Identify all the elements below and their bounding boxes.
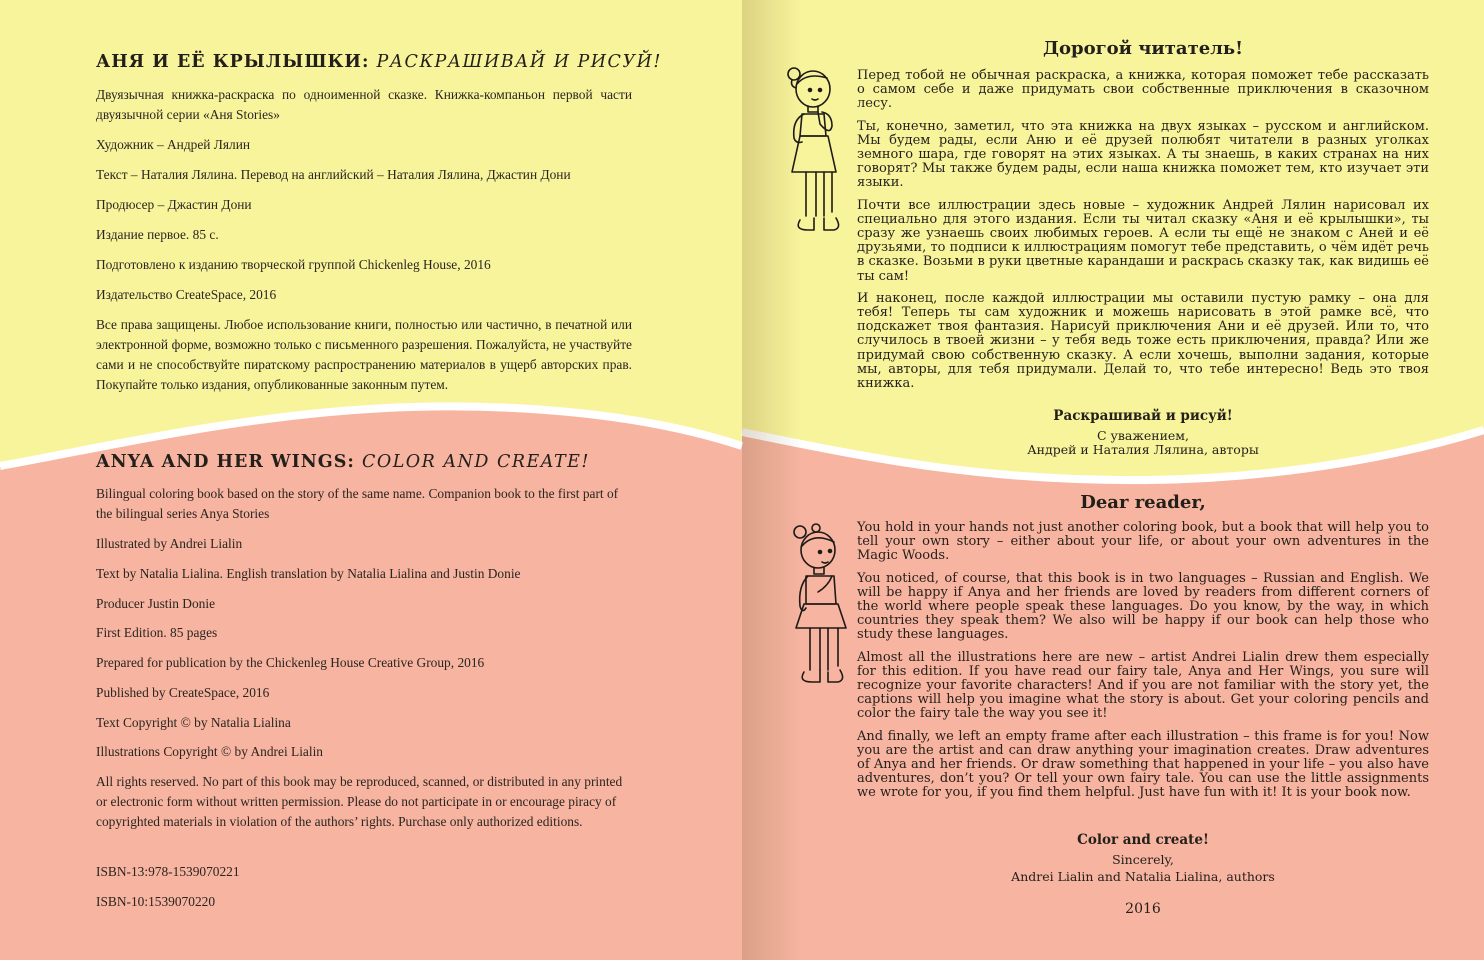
right-en-title: Dear reader, [1080, 492, 1206, 513]
left-en-line-2: Illustrated by Andrei Lialin [96, 536, 243, 551]
left-en-line-3: Text by Natalia Lialina. English translation by Natalia Lialina and Justin Donie [96, 566, 521, 581]
right-ru-paragraph: Перед тобой не обычная раскраска, а книжка, которая поможет тебе рассказать о самом себе и даже придумать свои собственные приключения в сказочном лесу. [857, 68, 1429, 112]
right-en-paragraph: You noticed, of course, that this book is in two languages – Russian and English. We will be happy if Anya and her friends are loved by readers from different corners of the world where people speak these languages. Do you know, by the way, in which countries they speak them? We also will be happy if our book can help those who study these languages. [857, 570, 1429, 643]
page-year: 2016 [1125, 901, 1161, 917]
right-ru-closing: Раскрашивай и рисуй! [1053, 408, 1233, 424]
left-en-line-8: Text Copyright © by Natalia Lialina [96, 715, 291, 730]
right-en-closing: Color and create! [1077, 832, 1209, 848]
left-en-line-6: Prepared for publication by the Chickenleg House Creative Group, 2016 [96, 655, 485, 670]
left-ru-line-6: Подготовлено к изданию творческой группой Chickenleg House, 2016 [96, 257, 491, 272]
left-en-line-4: Producer Justin Donie [96, 596, 216, 611]
right-en-authors: Andrei Lialin and Natalia Lialina, authors [1011, 869, 1275, 884]
right-ru-paragraph: Ты, конечно, заметил, что эта книжка на двух языках – русском и английском. Мы будем рады, если Аню и её друзей полюбят читатели в разных уголках земного шара, где говорят на этих языках. А ты знаешь, в каких странах на них говорят? Мы также будем рады, если наша книжка поможет тем, кто изучает эти языки. [857, 118, 1429, 191]
left-en-rights: All rights reserved. No part of this book may be reproduced, scanned, or distributed in any printed or electronic form without written permission. Please do not participate in or encourage piracy of copyrighted materials in violation of the authors’ rights. Purchase only authorized editions. [96, 774, 623, 829]
right-ru-regards: С уважением, [1096, 428, 1190, 443]
left-en-title: ANYA AND HER WINGS: COLOR AND CREATE! [96, 452, 590, 472]
right-ru-paragraph: Почти все иллюстрации здесь новые – художник Андрей Лялин нарисовал их специально для этого издания. Если ты читал сказку «Аня и её крылышки», ты сразу же узнаешь своих любимых героев. А если ты ещё не знаком с Аней и её друзьями, то подписи к иллюстрациям помогут тебе представить, о чём идёт речь в сказке. Возьми в руки цветные карандаши и раскрась сказку так, как видишь её ты сам! [857, 197, 1429, 284]
left-ru-line-5: Издание первое. 85 с. [96, 227, 219, 242]
left-ru-line-4: Продюсер – Джастин Дони [96, 197, 252, 212]
left-en-line-5: First Edition. 85 pages [96, 625, 218, 640]
right-en-paragraph: And finally, we left an empty frame after each illustration – this frame is for you! Now you are the artist and can draw anything your imagination creates. Draw adventures of Anya and her friends. Or draw something that happened in your life – you also have adventures, don’t you? Or tell your own fairy tale. You can use the little assignments we wrote for you, if you find them helpful. Just have fun with it! It is your book now. [857, 728, 1429, 801]
left-en-line-9: Illustrations Copyright © by Andrei Lialin [96, 744, 324, 759]
left-ru-line-7: Издательство CreateSpace, 2016 [96, 287, 277, 302]
right-en-paragraph: You hold in your hands not just another coloring book, but a book that will help you to tell your own story – either about your life, or about your own adventures in the Magic Woods. [857, 520, 1429, 564]
left-ru-line-3: Текст – Наталия Лялина. Перевод на английский – Наталия Лялина, Джастин Дони [96, 167, 571, 182]
right-ru-paragraph: И наконец, после каждой иллюстрации мы оставили пустую рамку – она для тебя! Теперь ты сам художник и можешь нарисовать в этой рамке всё, что подскажет твоя фантазия. Нарисуй приключения Ани и её друзей. Или то, что случилось в твоей жизни – у тебя ведь тоже есть приключения, правда? Или же придумай свою собственную сказку. А если хочешь, выполни задания, которые мы, авторы, для тебя придумали. Делай то, что тебе интересно! Ведь это твоя книжка. [857, 290, 1429, 392]
girl-thinking-illustration [780, 62, 850, 240]
right-en-body [857, 521, 1429, 809]
right-en-paragraph: Almost all the illustrations here are new – artist Andrei Lialin drew them especially for this edition. If you have read our fairy tale, Anya and Her Wings, you sure will recognize your favorite characters! And if you are not familiar with the story yet, the captions will help you imagine what the story is about. Get your coloring pencils and color the fairy tale the way you see it! [857, 649, 1429, 722]
left-en-line-1: Bilingual coloring book based on the story of the same name. Companion book to the first part of the bilingual series Anya Stories [96, 486, 619, 521]
left-en-isbn10: ISBN-10:1539070220 [96, 894, 216, 909]
left-en-line-7: Published by CreateSpace, 2016 [96, 685, 270, 700]
right-ru-authors: Андрей и Наталия Лялина, авторы [1027, 442, 1259, 457]
left-ru-rights: Все права защищены. Любое использование книги, полностью или частично, в печатной или электронной форме, возможно только с письменного разрешения. Пожалуйста, не участвуйте сами и не способствуйте пиратскому распространению материалов в ущерб авторских прав. Покупайте только издания, опубликованные законным путем. [96, 317, 632, 392]
right-ru-body [857, 69, 1429, 399]
right-ru-title: Дорогой читатель! [1042, 38, 1243, 59]
right-en-regards: Sincerely, [1112, 852, 1174, 867]
left-ru-line-1: Двуязычная книжка-раскраска по одноименной сказке. Книжка-компаньон первой части двуязычной серии «Аня Stories» [96, 87, 632, 122]
left-en-isbn13: ISBN-13:978-1539070221 [96, 864, 240, 879]
girl-hand-on-chest-illustration [786, 522, 860, 690]
left-ru-line-2: Художник – Андрей Лялин [96, 137, 251, 152]
left-ru-title: АНЯ И ЕЁ КРЫЛЫШКИ: РАСКРАШИВАЙ И РИСУЙ! [96, 52, 662, 72]
